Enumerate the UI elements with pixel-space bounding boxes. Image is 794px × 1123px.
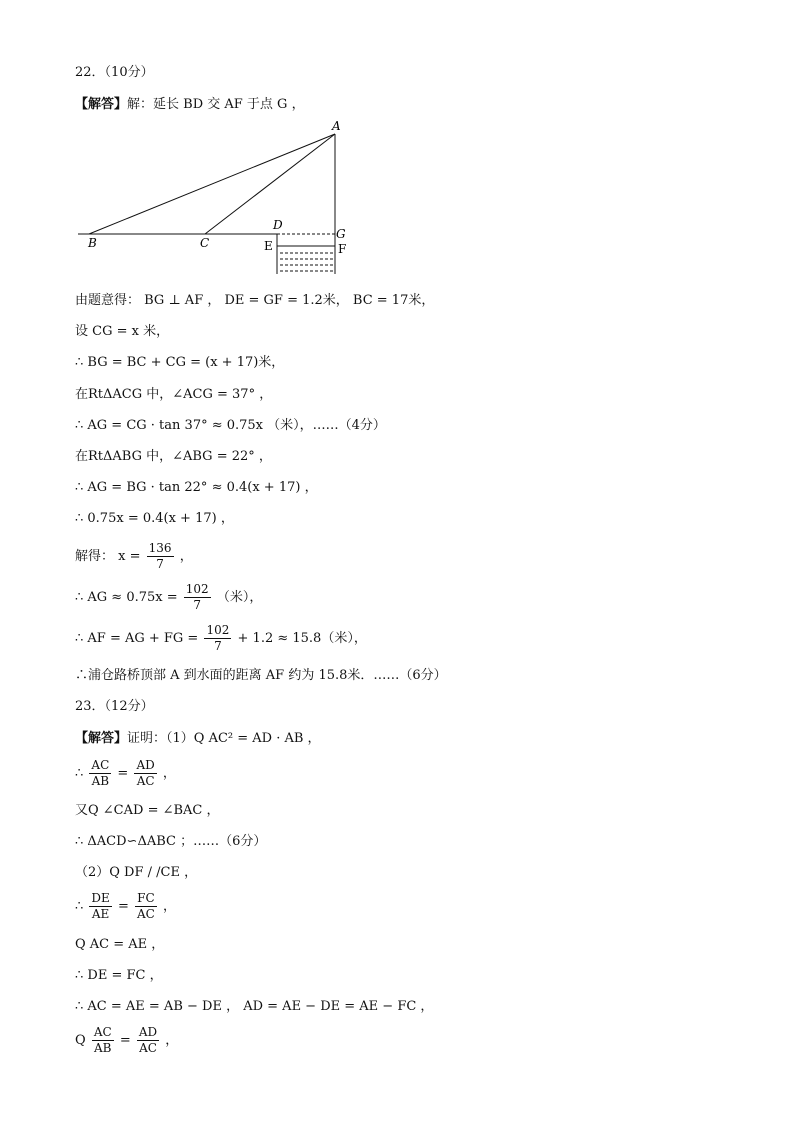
- q22-af-line: [75, 620, 367, 658]
- q22-figure: [70, 118, 370, 283]
- ratio1-right-den: AC: [136, 774, 155, 788]
- af-prefix: ∴ AF = AG + FG =: [75, 631, 199, 646]
- q22-line-0: 由题意得： BG ⊥ AF ， DE = GF = 1.2米， BC = 17米，: [75, 293, 435, 308]
- q22-intro-line: [75, 96, 305, 114]
- q22-line-5: 在RtΔABG 中，∠ABG = 22° ，: [75, 449, 272, 464]
- q22-line-1: 设 CG = x 米，: [75, 324, 170, 339]
- q23-similar-line: ∴ ΔACD∽ΔABC ；……（6分）: [75, 834, 267, 849]
- q23-ratio3-line: [75, 1022, 178, 1060]
- ratio3-left-den: AB: [94, 1041, 112, 1055]
- solve-fraction: [147, 541, 174, 572]
- q22-header: 22．（10分）: [75, 65, 154, 80]
- ratio2-left-num: DE: [91, 891, 110, 905]
- ratio1-suffix: ，: [162, 766, 176, 781]
- ratio2-left-den: AE: [91, 907, 110, 921]
- label-a: A: [332, 119, 341, 133]
- q22-answer-tag: 【解答】: [75, 97, 128, 112]
- ag-prefix: ∴ AG ≈ 0.75x =: [75, 590, 178, 605]
- ag-denominator: 7: [193, 598, 202, 612]
- ratio1-left-num: AC: [91, 758, 110, 772]
- ratio3-suffix: ，: [165, 1033, 179, 1048]
- ratio2-right-den: AC: [137, 907, 155, 921]
- q23-ratio2-line: [75, 888, 176, 926]
- q23-de-fc: ∴ DE = FC ，: [75, 968, 163, 983]
- ratio3-left: [92, 1025, 114, 1056]
- ratio2-suffix: ，: [163, 899, 177, 914]
- q22-line-6: ∴ AG = BG · tan 22° ≈ 0.4(x + 17) ，: [75, 480, 318, 495]
- ratio2-right-num: FC: [135, 891, 157, 907]
- q22-line-3: 在RtΔACG 中，∠ACG = 37° ，: [75, 387, 273, 402]
- q23-ac-ae: Q AC = AE ，: [75, 937, 165, 952]
- segment-ca: [205, 134, 335, 234]
- solve-denominator: 7: [156, 557, 164, 571]
- ratio3-eq: =: [119, 1033, 131, 1048]
- solve-numerator: 136: [148, 541, 172, 555]
- q22-intro: 解：延长 BD 交 AF 于点 G ，: [127, 97, 305, 112]
- q23-proof-line: [75, 730, 321, 748]
- ag-fraction: [184, 582, 211, 613]
- label-f: F: [338, 242, 347, 256]
- q23-long-line: ∴ AC = AE = AB − DE ， AD = AE − DE = AE − FC ，: [75, 999, 434, 1014]
- af-denominator: 7: [214, 639, 222, 653]
- ratio1-left: [89, 758, 111, 789]
- ratio2-left: [89, 891, 111, 922]
- segment-ba: [89, 134, 335, 234]
- solve-suffix: ，: [179, 549, 193, 564]
- ratio2-prefix: ∴: [75, 899, 84, 914]
- ratio1-left-den: AB: [91, 774, 110, 788]
- solve-prefix: 解得： x =: [75, 549, 141, 564]
- ratio1-right-num: AD: [136, 758, 155, 772]
- q22-ag-line: [75, 579, 262, 617]
- q23-ratio1-line: [75, 755, 176, 793]
- label-b: B: [88, 236, 97, 250]
- q22-line-7: ∴ 0.75x = 0.4(x + 17) ，: [75, 511, 234, 526]
- af-suffix: + 1.2 ≈ 15.8（米），: [237, 631, 367, 646]
- ratio3-right-num: AD: [138, 1025, 158, 1039]
- af-fraction: [204, 623, 231, 654]
- ag-suffix: （米），: [216, 590, 263, 605]
- q22-conclusion: ∴浦仓路桥顶部 A 到水面的距离 AF 约为 15.8米．……（6分）: [75, 668, 447, 683]
- q23-part2: （2）Q DF / /CE ，: [75, 865, 198, 880]
- label-e: E: [264, 239, 273, 253]
- label-d: D: [273, 218, 283, 232]
- q22-solve-line: [75, 538, 193, 576]
- af-numerator: 102: [206, 623, 230, 637]
- ratio1-prefix: ∴: [75, 766, 84, 781]
- q22-line-2: ∴ BG = BC + CG = (x + 17)米，: [75, 355, 285, 370]
- ratio1-eq: =: [117, 766, 129, 781]
- ratio2-eq: =: [117, 899, 129, 914]
- ag-numerator: 102: [185, 582, 209, 596]
- ratio3-left-num: AC: [93, 1025, 112, 1039]
- label-g: G: [336, 227, 346, 241]
- ratio3-right: [137, 1025, 159, 1056]
- ratio1-right: [134, 758, 156, 789]
- q23-angle-line: 又Q ∠CAD = ∠BAC ，: [75, 803, 220, 818]
- ratio2-right: [135, 891, 157, 922]
- label-c: C: [200, 236, 210, 250]
- ratio3-prefix: Q: [75, 1033, 86, 1048]
- q22-line-4: ∴ AG = CG · tan 37° ≈ 0.75x （米），……（4分）: [75, 418, 386, 433]
- q23-proof-start: 证明：（1）Q AC² = AD · AB ，: [127, 731, 321, 746]
- ratio3-right-den: AC: [139, 1041, 157, 1055]
- q23-answer-tag: 【解答】: [75, 731, 128, 746]
- q23-header: 23．（12分）: [75, 699, 154, 714]
